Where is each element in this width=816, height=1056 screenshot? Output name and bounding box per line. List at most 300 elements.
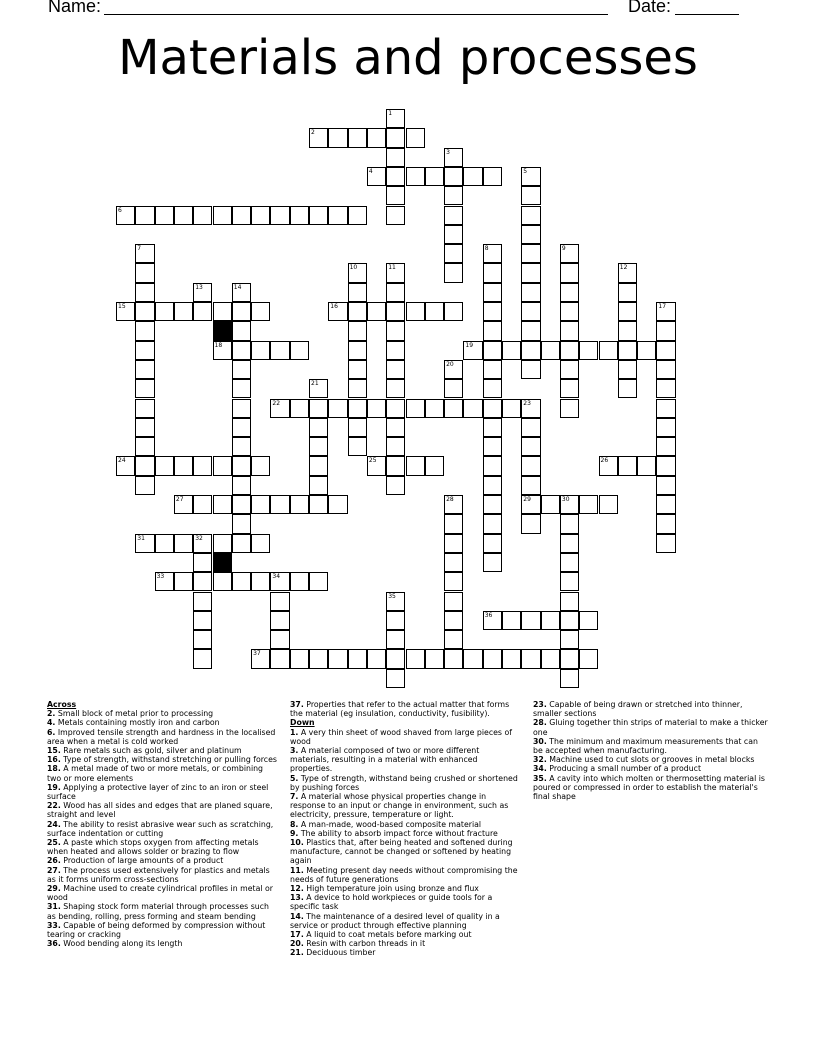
grid-cell[interactable] <box>483 263 502 282</box>
date-label: Date: <box>628 0 672 16</box>
grid-cell[interactable] <box>483 534 502 553</box>
grid-cell[interactable] <box>521 476 540 495</box>
grid-cell[interactable] <box>193 630 212 649</box>
grid-cell[interactable] <box>656 341 675 360</box>
grid-cell[interactable] <box>444 186 463 205</box>
grid-cell[interactable] <box>483 495 502 514</box>
grid-cell[interactable] <box>656 514 675 533</box>
grid-cell[interactable] <box>521 611 540 630</box>
grid-cell[interactable] <box>560 379 579 398</box>
grid-cell[interactable] <box>155 572 174 591</box>
grid-cell[interactable] <box>521 514 540 533</box>
grid-cell[interactable] <box>463 649 482 668</box>
clue-text: A paste which stops oxygen from affecting metals when heated and allows solder or brazing to flow <box>47 838 259 857</box>
grid-cell[interactable] <box>232 341 251 360</box>
grid-cell[interactable] <box>386 206 405 225</box>
grid-cell[interactable] <box>116 456 135 475</box>
grid-cell[interactable] <box>135 321 154 340</box>
clue-text: Production of large amounts of a product <box>60 856 224 866</box>
grid-cell[interactable] <box>386 341 405 360</box>
grid-cell[interactable] <box>232 418 251 437</box>
grid-cell[interactable] <box>618 360 637 379</box>
grid-cell[interactable] <box>232 360 251 379</box>
grid-cell[interactable] <box>444 225 463 244</box>
grid-cell[interactable] <box>386 128 405 147</box>
grid-cell[interactable] <box>193 534 212 553</box>
grid-cell[interactable] <box>290 341 309 360</box>
grid-cell[interactable] <box>560 534 579 553</box>
grid-cell[interactable] <box>193 302 212 321</box>
grid-cell[interactable] <box>618 302 637 321</box>
grid-cell[interactable] <box>348 360 367 379</box>
grid-cell[interactable] <box>560 244 579 263</box>
grid-cell[interactable] <box>656 476 675 495</box>
grid-cell[interactable] <box>406 649 425 668</box>
grid-cell[interactable] <box>270 206 289 225</box>
clue-number: 27 <box>175 496 184 503</box>
grid-cell[interactable] <box>270 572 289 591</box>
grid-cell[interactable] <box>348 341 367 360</box>
grid-cell[interactable] <box>502 399 521 418</box>
grid-cell[interactable] <box>483 321 502 340</box>
grid-cell[interactable] <box>406 128 425 147</box>
grid-cell[interactable] <box>521 225 540 244</box>
grid-cell[interactable] <box>386 109 405 128</box>
grid-cell[interactable] <box>521 399 540 418</box>
grid-cell[interactable] <box>386 302 405 321</box>
grid-cell[interactable] <box>444 148 463 167</box>
grid-cell[interactable] <box>560 283 579 302</box>
grid-cell[interactable] <box>155 534 174 553</box>
grid-cell[interactable] <box>483 379 502 398</box>
grid-cell[interactable] <box>193 572 212 591</box>
clue-down-28 <box>533 718 769 736</box>
grid-cell[interactable] <box>232 206 251 225</box>
grid-cell[interactable] <box>328 399 347 418</box>
grid-cell[interactable] <box>541 649 560 668</box>
grid-cell[interactable] <box>309 379 328 398</box>
grid-cell[interactable] <box>406 399 425 418</box>
grid-cell[interactable] <box>348 302 367 321</box>
grid-cell[interactable] <box>425 167 444 186</box>
grid-cell[interactable] <box>521 244 540 263</box>
grid-cell[interactable] <box>618 456 637 475</box>
grid-cell[interactable] <box>251 572 270 591</box>
grid-cell[interactable] <box>193 611 212 630</box>
grid-cell[interactable] <box>483 167 502 186</box>
grid-cell[interactable] <box>348 437 367 456</box>
grid-cell[interactable] <box>560 321 579 340</box>
grid-cell[interactable] <box>193 553 212 572</box>
grid-cell[interactable] <box>135 534 154 553</box>
grid-cell[interactable] <box>463 399 482 418</box>
grid-cell[interactable] <box>348 263 367 282</box>
grid-cell[interactable] <box>541 341 560 360</box>
grid-cell[interactable] <box>463 341 482 360</box>
grid-cell[interactable] <box>386 456 405 475</box>
grid-cell[interactable] <box>560 669 579 688</box>
grid-cell[interactable] <box>367 128 386 147</box>
clue-number: 7. <box>290 792 299 802</box>
grid-cell[interactable] <box>444 399 463 418</box>
grid-cell[interactable] <box>270 341 289 360</box>
grid-cell[interactable] <box>637 456 656 475</box>
grid-cell[interactable] <box>193 495 212 514</box>
grid-cell[interactable] <box>406 167 425 186</box>
grid-cell[interactable] <box>116 302 135 321</box>
grid-cell[interactable] <box>483 514 502 533</box>
grid-cell[interactable] <box>309 495 328 514</box>
grid-cell[interactable] <box>483 244 502 263</box>
grid-cell[interactable] <box>444 206 463 225</box>
grid-cell[interactable] <box>425 399 444 418</box>
grid-cell[interactable] <box>386 283 405 302</box>
clue-number: 20 <box>446 360 454 368</box>
grid-cell[interactable] <box>483 437 502 456</box>
grid-cell[interactable] <box>656 495 675 514</box>
grid-cell[interactable] <box>386 630 405 649</box>
grid-cell[interactable] <box>309 572 328 591</box>
grid-cell[interactable] <box>174 206 193 225</box>
grid-cell[interactable] <box>483 456 502 475</box>
grid-cell[interactable] <box>386 263 405 282</box>
grid-cell[interactable] <box>656 418 675 437</box>
grid-cell[interactable] <box>309 399 328 418</box>
grid-cell[interactable] <box>116 206 135 225</box>
grid-cell[interactable] <box>213 302 232 321</box>
grid-cell[interactable] <box>174 572 193 591</box>
grid-cell[interactable] <box>483 476 502 495</box>
grid-cell[interactable] <box>425 649 444 668</box>
grid-cell[interactable] <box>579 649 598 668</box>
grid-cell[interactable] <box>135 399 154 418</box>
grid-cell[interactable] <box>309 437 328 456</box>
grid-cell[interactable] <box>251 302 270 321</box>
grid-cell[interactable] <box>135 263 154 282</box>
grid-cell[interactable] <box>656 360 675 379</box>
grid-cell[interactable] <box>560 572 579 591</box>
grid-cell[interactable] <box>521 206 540 225</box>
grid-cell[interactable] <box>251 341 270 360</box>
grid-cell[interactable] <box>618 263 637 282</box>
grid-cell[interactable] <box>386 379 405 398</box>
clue-down-8 <box>290 820 520 829</box>
grid-cell[interactable] <box>444 360 463 379</box>
grid-cell[interactable] <box>386 167 405 186</box>
grid-cell[interactable] <box>213 534 232 553</box>
grid-cell[interactable] <box>560 649 579 668</box>
grid-cell[interactable] <box>560 302 579 321</box>
grid-cell[interactable] <box>232 534 251 553</box>
grid-cell[interactable] <box>386 321 405 340</box>
grid-cell[interactable] <box>483 418 502 437</box>
grid-cell[interactable] <box>367 399 386 418</box>
grid-cell[interactable] <box>309 418 328 437</box>
grid-cell[interactable] <box>135 360 154 379</box>
grid-cell[interactable] <box>290 495 309 514</box>
grid-cell[interactable] <box>541 495 560 514</box>
grid-cell[interactable] <box>367 456 386 475</box>
grid-cell[interactable] <box>348 128 367 147</box>
grid-cell[interactable] <box>232 283 251 302</box>
grid-cell[interactable] <box>521 302 540 321</box>
grid-cell[interactable] <box>425 302 444 321</box>
grid-cell[interactable] <box>599 495 618 514</box>
grid-cell[interactable] <box>367 167 386 186</box>
clue-number: 21 <box>311 380 319 388</box>
grid-cell[interactable] <box>444 167 463 186</box>
grid-cell[interactable] <box>174 456 193 475</box>
grid-cell[interactable] <box>193 592 212 611</box>
grid-cell[interactable] <box>270 495 289 514</box>
grid-cell[interactable] <box>367 649 386 668</box>
grid-cell[interactable] <box>444 302 463 321</box>
grid-cell[interactable] <box>599 456 618 475</box>
grid-cell[interactable] <box>232 437 251 456</box>
grid-cell[interactable] <box>656 456 675 475</box>
grid-cell[interactable] <box>386 592 405 611</box>
grid-cell[interactable] <box>502 341 521 360</box>
grid-cell[interactable] <box>521 283 540 302</box>
grid-cell[interactable] <box>270 630 289 649</box>
grid-cell[interactable] <box>155 302 174 321</box>
grid-cell[interactable] <box>213 341 232 360</box>
grid-cell[interactable] <box>521 437 540 456</box>
grid-cell[interactable] <box>483 553 502 572</box>
grid-cell[interactable] <box>270 611 289 630</box>
grid-cell[interactable] <box>444 630 463 649</box>
grid-cell[interactable] <box>560 553 579 572</box>
grid-cell[interactable] <box>386 418 405 437</box>
grid-cell[interactable] <box>579 341 598 360</box>
grid-cell[interactable] <box>483 302 502 321</box>
grid-cell[interactable] <box>541 611 560 630</box>
grid-cell[interactable] <box>406 456 425 475</box>
grid-cell[interactable] <box>386 437 405 456</box>
grid-cell[interactable] <box>560 399 579 418</box>
grid-cell[interactable] <box>386 360 405 379</box>
grid-cell[interactable] <box>483 649 502 668</box>
grid-cell[interactable] <box>309 206 328 225</box>
grid-cell[interactable] <box>521 495 540 514</box>
grid-cell[interactable] <box>521 321 540 340</box>
grid-cell[interactable] <box>135 476 154 495</box>
grid-cell[interactable] <box>290 572 309 591</box>
grid-cell[interactable] <box>444 534 463 553</box>
grid-cell[interactable] <box>348 379 367 398</box>
grid-cell[interactable] <box>348 418 367 437</box>
grid-cell[interactable] <box>444 592 463 611</box>
clue-number: 15 <box>118 303 126 310</box>
grid-cell[interactable] <box>521 186 540 205</box>
grid-cell[interactable] <box>213 495 232 514</box>
grid-cell[interactable] <box>213 206 232 225</box>
grid-cell[interactable] <box>444 514 463 533</box>
grid-cell[interactable] <box>483 341 502 360</box>
grid-cell[interactable] <box>656 321 675 340</box>
grid-cell[interactable] <box>618 283 637 302</box>
clue-number: 31. <box>47 902 61 912</box>
grid-cell[interactable] <box>521 360 540 379</box>
grid-cell[interactable] <box>348 283 367 302</box>
grid-cell[interactable] <box>348 399 367 418</box>
grid-cell[interactable] <box>502 649 521 668</box>
page-title: Materials and processes <box>118 30 698 86</box>
grid-cell[interactable] <box>135 302 154 321</box>
grid-cell[interactable] <box>193 206 212 225</box>
grid-cell[interactable] <box>656 379 675 398</box>
clue-down-17 <box>290 930 520 939</box>
clue-text: Meeting present day needs without compromising the needs of future generations <box>290 865 518 884</box>
grid-cell[interactable] <box>193 649 212 668</box>
grid-cell[interactable] <box>251 649 270 668</box>
grid-cell[interactable] <box>521 167 540 186</box>
grid-cell[interactable] <box>579 611 598 630</box>
clue-number: 5. <box>290 773 299 783</box>
grid-cell[interactable] <box>232 399 251 418</box>
grid-cell[interactable] <box>560 360 579 379</box>
grid-cell[interactable] <box>560 514 579 533</box>
grid-cell[interactable] <box>232 495 251 514</box>
grid-cell[interactable] <box>155 456 174 475</box>
grid-cell[interactable] <box>135 244 154 263</box>
grid-cell[interactable] <box>560 592 579 611</box>
grid-cell[interactable] <box>290 649 309 668</box>
grid-cell[interactable] <box>251 456 270 475</box>
grid-cell[interactable] <box>521 418 540 437</box>
grid-cell[interactable] <box>386 148 405 167</box>
grid-cell[interactable] <box>174 302 193 321</box>
grid-cell[interactable] <box>213 572 232 591</box>
grid-cell[interactable] <box>406 302 425 321</box>
grid-cell[interactable] <box>328 495 347 514</box>
grid-cell[interactable] <box>232 321 251 340</box>
grid-cell[interactable] <box>232 456 251 475</box>
grid-cell[interactable] <box>348 206 367 225</box>
clue-text: Producing a small number of a product <box>546 764 702 774</box>
grid-cell[interactable] <box>328 128 347 147</box>
grid-cell[interactable] <box>483 360 502 379</box>
grid-cell[interactable] <box>444 495 463 514</box>
clue-number: 3. <box>290 746 299 756</box>
grid-cell[interactable] <box>560 341 579 360</box>
grid-cell[interactable] <box>656 437 675 456</box>
grid-cell[interactable] <box>521 341 540 360</box>
grid-cell[interactable] <box>618 321 637 340</box>
grid-cell[interactable] <box>328 206 347 225</box>
grid-cell[interactable] <box>135 379 154 398</box>
grid-cell[interactable] <box>560 630 579 649</box>
grid-cell[interactable] <box>232 514 251 533</box>
grid-cell[interactable] <box>251 495 270 514</box>
grid-cell[interactable] <box>328 302 347 321</box>
grid-cell[interactable] <box>232 572 251 591</box>
grid-cell[interactable] <box>135 341 154 360</box>
grid-cell[interactable] <box>251 534 270 553</box>
clue-text: Deciduous timber <box>303 948 376 958</box>
grid-cell[interactable] <box>618 341 637 360</box>
grid-cell[interactable] <box>135 206 154 225</box>
grid-cell[interactable] <box>193 456 212 475</box>
grid-cell[interactable] <box>135 283 154 302</box>
grid-cell[interactable] <box>521 456 540 475</box>
grid-cell[interactable] <box>270 592 289 611</box>
grid-cell[interactable] <box>135 418 154 437</box>
grid-cell[interactable] <box>251 206 270 225</box>
grid-cell[interactable] <box>444 244 463 263</box>
grid-cell[interactable] <box>232 302 251 321</box>
grid-cell[interactable] <box>386 186 405 205</box>
grid-cell[interactable] <box>193 283 212 302</box>
grid-cell[interactable] <box>656 399 675 418</box>
grid-cell[interactable] <box>174 495 193 514</box>
grid-cell[interactable] <box>637 341 656 360</box>
grid-cell[interactable] <box>309 128 328 147</box>
grid-cell[interactable] <box>599 341 618 360</box>
grid-cell[interactable] <box>290 399 309 418</box>
clue-across-18 <box>47 764 277 782</box>
grid-cell[interactable] <box>386 669 405 688</box>
grid-cell[interactable] <box>386 611 405 630</box>
grid-cell[interactable] <box>618 379 637 398</box>
grid-cell[interactable] <box>135 456 154 475</box>
grid-cell[interactable] <box>502 611 521 630</box>
grid-cell[interactable] <box>155 206 174 225</box>
grid-cell[interactable] <box>348 649 367 668</box>
grid-cell[interactable] <box>444 379 463 398</box>
grid-cell[interactable] <box>309 476 328 495</box>
grid-cell[interactable] <box>444 553 463 572</box>
grid-cell[interactable] <box>232 379 251 398</box>
grid-cell[interactable] <box>425 456 444 475</box>
grid-cell[interactable] <box>521 263 540 282</box>
grid-cell[interactable] <box>174 534 193 553</box>
grid-cell[interactable] <box>135 437 154 456</box>
clue-number: 16 <box>330 303 338 310</box>
grid-cell[interactable] <box>328 649 347 668</box>
grid-cell[interactable] <box>290 206 309 225</box>
grid-cell[interactable] <box>656 302 675 321</box>
grid-cell[interactable] <box>656 534 675 553</box>
clue-text: The process used extensively for plastics and metals as it forms uniform cross-sections <box>47 865 270 884</box>
grid-cell[interactable] <box>386 476 405 495</box>
grid-cell[interactable] <box>560 495 579 514</box>
grid-cell[interactable] <box>579 495 598 514</box>
grid-cell[interactable] <box>444 611 463 630</box>
grid-cell[interactable] <box>386 399 405 418</box>
grid-cell[interactable] <box>483 611 502 630</box>
grid-cell[interactable] <box>309 456 328 475</box>
grid-cell[interactable] <box>444 572 463 591</box>
grid-cell[interactable] <box>560 263 579 282</box>
grid-cell[interactable] <box>483 283 502 302</box>
clue-down-14 <box>290 912 520 930</box>
grid-cell[interactable] <box>348 321 367 340</box>
grid-cell[interactable] <box>270 399 289 418</box>
grid-cell[interactable] <box>483 399 502 418</box>
grid-cell[interactable] <box>232 476 251 495</box>
grid-cell[interactable] <box>463 167 482 186</box>
grid-cell[interactable] <box>309 649 328 668</box>
grid-cell[interactable] <box>521 649 540 668</box>
grid-cell[interactable] <box>560 611 579 630</box>
grid-cell[interactable] <box>367 302 386 321</box>
grid-cell[interactable] <box>444 649 463 668</box>
grid-cell[interactable] <box>270 649 289 668</box>
grid-cell[interactable] <box>386 649 405 668</box>
grid-cell[interactable] <box>213 456 232 475</box>
grid-cell[interactable] <box>444 263 463 282</box>
